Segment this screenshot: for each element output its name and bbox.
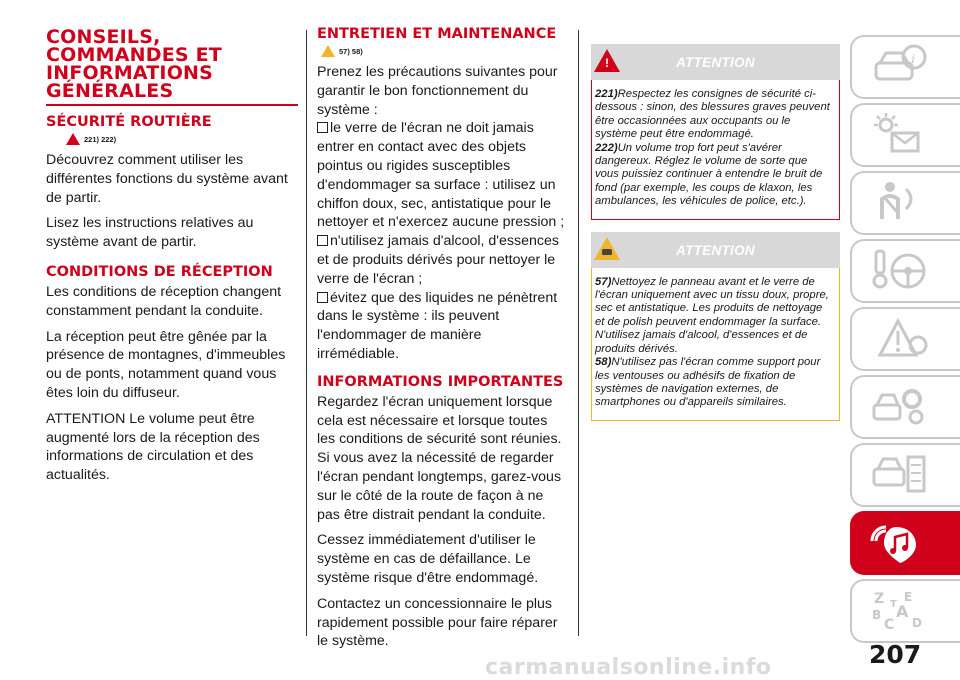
car-gear-icon [870, 383, 930, 429]
caution-box-body [591, 268, 840, 421]
multimedia-note-icon [870, 519, 930, 565]
paragraph: Regardez l'écran uniquement lorsque cela est nécessaire et lorsque toutes les conditions de sécurité sont réunies. Si vous avez la nécessité de regarder l'écran pendant longtemps, garez-vous sur le côté de la route de façon à ne pas être distrait pendant la conduite. [317, 393, 562, 523]
title-rule [46, 104, 298, 106]
index-letter: T [890, 599, 897, 610]
caution-text: N'utilisez pas l'écran comme support pour les ventouses ou adhésifs de fixation de systèmes de navigation externes, de smartphones ou d'appareils similaires. [595, 356, 821, 409]
caution-triangle-icon [321, 45, 335, 57]
tab-maintenance[interactable] [850, 375, 960, 439]
tab-safety[interactable] [850, 171, 960, 235]
warning-text: Un volume trop fort peut s'avérer dangereux. Réglez le volume de sorte que vous puissiez continuer à entendre le bruit de fond (par exemple, les coups de klaxon, les ambulances, les véhicules de police, etc.). [595, 141, 823, 208]
warning-refs-221-222 [66, 133, 298, 145]
page-number: 207 [869, 640, 922, 669]
paragraph: Contactez un concessionnaire le plus rapidement possible pour faire réparer le système. [317, 595, 558, 650]
caution-item [595, 276, 831, 356]
car-data-icon [870, 451, 930, 497]
column-divider-1 [306, 30, 307, 636]
column-divider-2 [578, 30, 579, 636]
tab-multimedia[interactable] [850, 511, 960, 575]
index-letter: D [912, 616, 922, 630]
bullet-item [317, 119, 567, 232]
warning-refs-57-58 [321, 45, 567, 57]
alphabet-index-icon [870, 587, 930, 633]
column-3 [591, 44, 840, 421]
index-letter: A [896, 602, 909, 621]
warning-triangle-icon [66, 133, 80, 145]
seatbelt-person-icon [870, 179, 930, 225]
svg-text:i: i [911, 52, 915, 67]
tab-vehicle-info[interactable] [850, 35, 960, 99]
paragraph: ATTENTION Le volume peut être augmenté lors de la réception des informations de circulation et des actualités. [46, 410, 260, 484]
warning-text: Respectez les consignes de sécurité ci-dessous : sinon, des blessures graves peuvent être occasionnées aux occupants ou le système peut être endommagé. [595, 88, 830, 141]
warning-breakdown-icon [870, 315, 930, 361]
index-letter: Z [874, 591, 885, 607]
checkbox-bullet-icon [317, 235, 328, 246]
ref-numbers: 57) 58) [339, 46, 363, 56]
chapter-title: CONSEILS, COMMANDES ET INFORMATIONS GÉNÉRALES [46, 26, 222, 102]
warning-item [595, 88, 831, 142]
caution-number: 58) [595, 356, 612, 369]
tab-starting-driving[interactable] [850, 239, 960, 303]
bullet-item [317, 289, 567, 364]
heading-maintenance: ENTRETIEN ET MAINTENANCE [317, 26, 557, 42]
heading-important-info: INFORMATIONS IMPORTANTES [317, 373, 564, 390]
index-letter: B [872, 608, 882, 622]
column-1 [46, 28, 298, 492]
heading-road-safety: SÉCURITÉ ROUTIÈRE [46, 114, 212, 130]
car-info-icon [870, 43, 930, 89]
chapter-tabs [850, 35, 960, 647]
paragraph: Prenez les précautions suivantes pour garantir le bon fonctionnement du système : [317, 64, 558, 118]
checkbox-bullet-icon [317, 122, 328, 133]
watermark: carmanualsonline.info [485, 655, 772, 680]
attention-title: ATTENTION [676, 242, 755, 258]
caution-number: 57) [595, 275, 612, 288]
attention-title: ATTENTION [676, 55, 755, 70]
bullet-text: évitez que des liquides ne pénètrent dans le système : ils peuvent l'endommager de manière irrémédiable. [317, 289, 558, 362]
caution-item [595, 356, 831, 410]
warning-number: 221) [595, 88, 618, 100]
paragraph: Découvrez comment utiliser les différentes fonctions du système avant de partir. [46, 152, 288, 206]
paragraph: Cessez immédiatement d'utiliser le système en cas de défaillance. Le système risque d'être endommagé. [317, 532, 539, 586]
paragraph: La réception peut être gênée par la présence de montagnes, d'immeubles ou de ponts, notamment quand vous êtes loin du diffuseur. [46, 328, 286, 401]
warning-number: 222) [595, 141, 618, 154]
attention-box-body [591, 80, 840, 220]
tab-lights-warnings[interactable] [850, 103, 960, 167]
paragraph: Les conditions de réception changent constamment pendant la conduite. [46, 283, 282, 319]
tab-index[interactable] [850, 579, 960, 643]
tab-emergency[interactable] [850, 307, 960, 371]
index-letter: E [904, 590, 913, 604]
column-2 [317, 28, 567, 658]
caution-box-header [591, 232, 840, 268]
caution-text: Nettoyez le panneau avant et le verre de l'écran uniquement avec un tissu doux, propre, sec et antistatique. Les produits de nettoyage et de polish peuvent endommager la surface. N'utilisez jamais d'alcool, d'essences et de produits dérivés. [595, 275, 829, 355]
index-letter: C [884, 617, 895, 633]
tab-specifications[interactable] [850, 443, 960, 507]
ref-numbers: 221) 222) [84, 134, 117, 144]
warning-item [595, 142, 831, 209]
heading-reception: CONDITIONS DE RÉCEPTION [46, 263, 273, 280]
lamp-message-icon [870, 111, 930, 157]
attention-box-header [591, 44, 840, 80]
danger-warning-icon: ! [594, 49, 620, 75]
bullet-item [317, 232, 567, 288]
key-wheel-icon [870, 247, 930, 293]
checkbox-bullet-icon [317, 292, 328, 303]
paragraph: Lisez les instructions relatives au système avant de partir. [46, 215, 254, 251]
bullet-text: n'utilisez jamais d'alcool, d'essences et de produits dérivés pour nettoyer le verre de l'écran ; [317, 233, 559, 287]
bullet-text: le verre de l'écran ne doit jamais entrer en contact avec des objets pointus ou rigides susceptibles d'endommager sa surface : utilisez un chiffon doux, sec, antistatique pour le nettoyer et n'exercez aucune pression ; [317, 120, 565, 231]
